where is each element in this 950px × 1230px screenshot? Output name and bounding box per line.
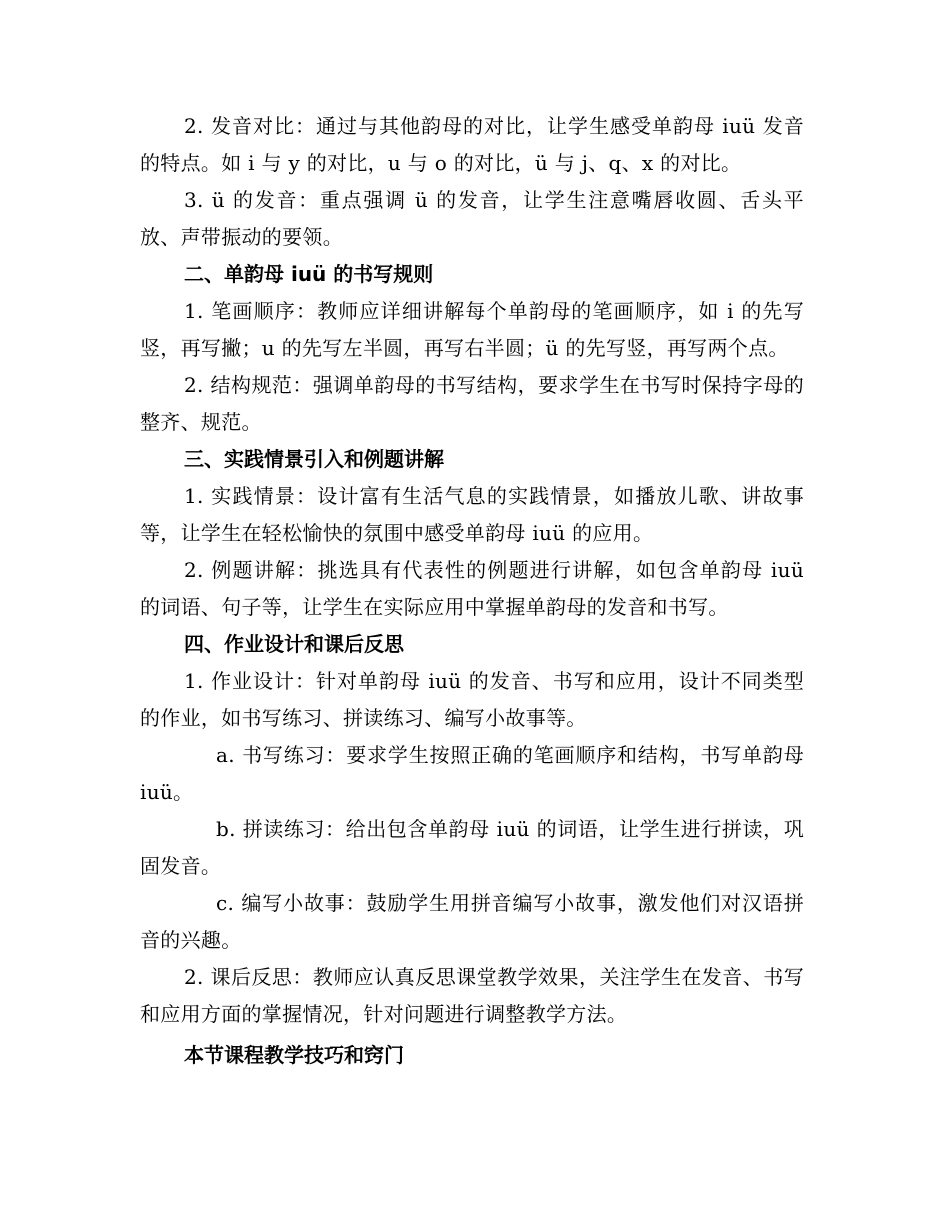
paragraph-structure-norms: 2. 结构规范：强调单韵母的书写结构，要求学生在书写时保持字母的整齐、规范。 (140, 373, 804, 434)
paragraph-story-writing: c. 编写小故事：鼓励学生用拼音编写小故事，激发他们对汉语拼音的兴趣。 (140, 891, 804, 952)
section-heading-writing-rules: 二、单韵母 iuü 的书写规则 (184, 262, 434, 286)
paragraph-practice-scenario: 1. 实践情景：设计富有生活气息的实践情景，如播放儿歌、讲故事等，让学生在轻松愉快的氛围中感受单韵母 iuü 的应用。 (140, 484, 804, 545)
paragraph-reading-practice: b. 拼读练习：给出包含单韵母 iuü 的词语，让学生进行拼读，巩固发音。 (140, 817, 804, 878)
paragraph-writing-practice: a. 书写练习：要求学生按照正确的笔画顺序和结构，书写单韵母 iuü。 (140, 743, 804, 804)
document-page (140, 108, 804, 1074)
paragraph-example-explanation: 2. 例题讲解：挑选具有代表性的例题进行讲解，如包含单韵母 iuü 的词语、句子等，让学生在实际应用中掌握单韵母的发音和书写。 (140, 558, 804, 619)
paragraph-stroke-order: 1. 笔画顺序：教师应详细讲解每个单韵母的笔画顺序，如 i 的先写竖，再写撇；u 的先写左半圆，再写右半圆；ü 的先写竖，再写两个点。 (140, 299, 804, 360)
paragraph-pronunciation-contrast: 2. 发音对比：通过与其他韵母的对比，让学生感受单韵母 iuü 发音的特点。如 i 与 y 的对比，u 与 o 的对比，ü 与 j、q、x 的对比。 (140, 114, 804, 175)
section-heading-practice-examples: 三、实践情景引入和例题讲解 (184, 447, 444, 471)
paragraph-post-class-reflection: 2. 课后反思：教师应认真反思课堂教学效果，关注学生在发音、书写和应用方面的掌握情况，针对问题进行调整教学方法。 (140, 965, 804, 1026)
paragraph-u-umlaut-pronunciation: 3. ü 的发音：重点强调 ü 的发音，让学生注意嘴唇收圆、舌头平放、声带振动的要领。 (140, 188, 804, 249)
section-heading-teaching-tips: 本节课程教学技巧和窍门 (184, 1043, 404, 1067)
paragraph-homework-design: 1. 作业设计：针对单韵母 iuü 的发音、书写和应用，设计不同类型的作业，如书写练习、拼读练习、编写小故事等。 (140, 669, 804, 730)
section-heading-homework-reflection: 四、作业设计和课后反思 (184, 632, 404, 656)
